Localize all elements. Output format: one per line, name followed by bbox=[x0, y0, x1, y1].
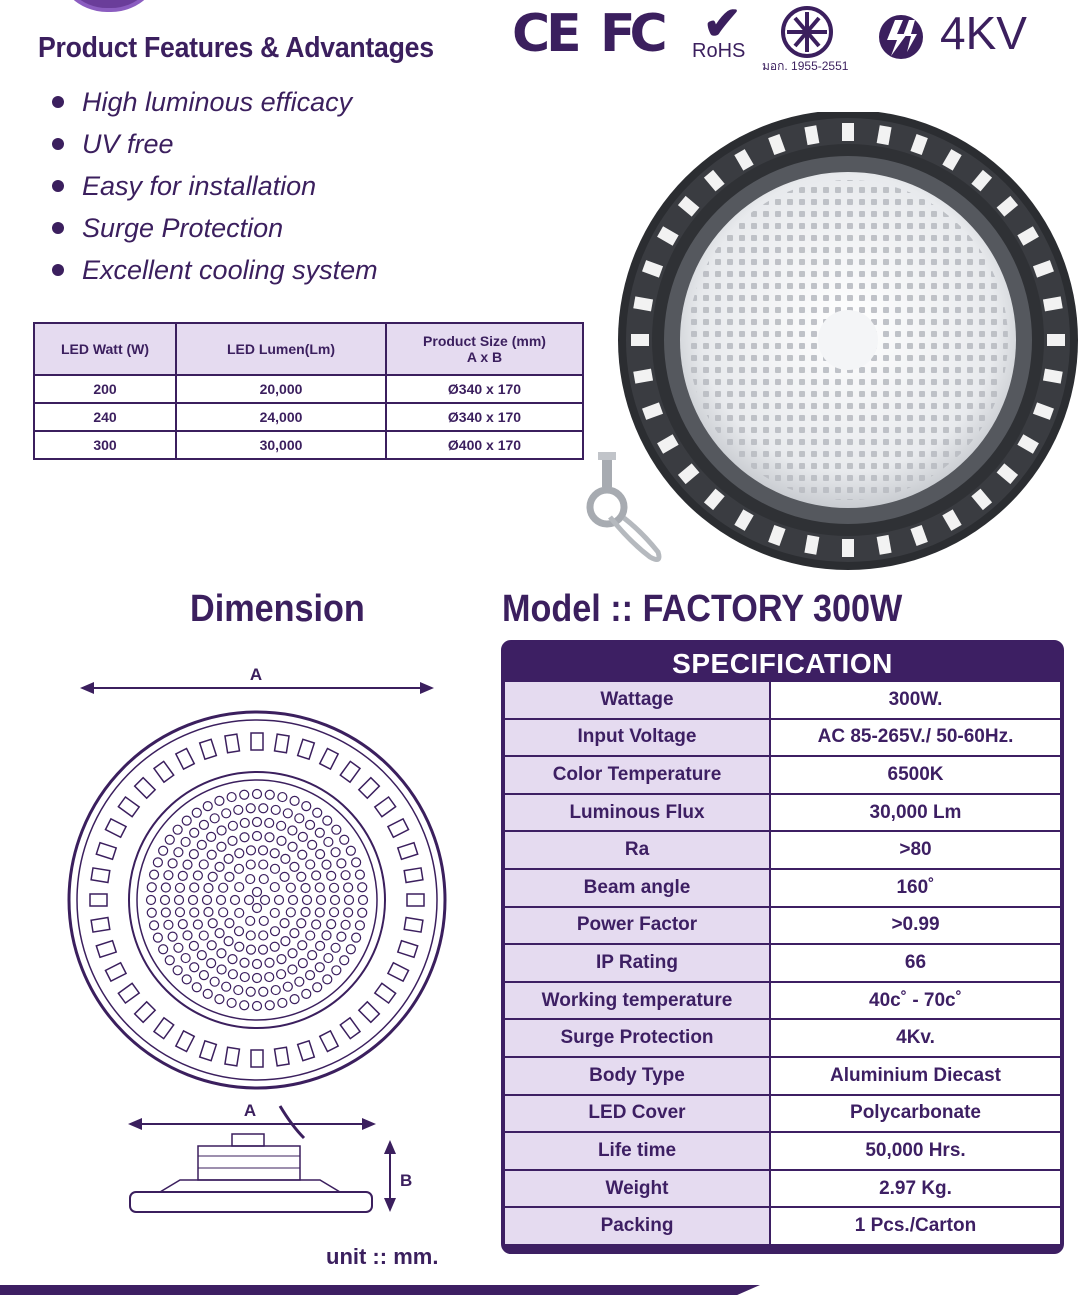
dimension-side-view bbox=[120, 1096, 420, 1226]
spec-row bbox=[505, 1133, 1060, 1169]
spec-row bbox=[505, 720, 1060, 756]
feature-item: High luminous efficacy bbox=[48, 82, 378, 124]
spec-row bbox=[505, 1171, 1060, 1207]
spec-label: Working temperature bbox=[505, 983, 769, 1019]
model-title: Model :: FACTORY 300W bbox=[502, 588, 903, 630]
spec-row bbox=[505, 983, 1060, 1019]
spec-value: 50,000 Hrs. bbox=[771, 1133, 1060, 1169]
spec-value: 4Kv. bbox=[771, 1020, 1060, 1056]
bullet-icon bbox=[52, 222, 64, 234]
spec-value: 2.97 Kg. bbox=[771, 1171, 1060, 1207]
spec-value: 1 Pcs./Carton bbox=[771, 1208, 1060, 1244]
spec-row bbox=[505, 1020, 1060, 1056]
spec-row bbox=[505, 870, 1060, 906]
bullet-icon bbox=[52, 264, 64, 276]
spec-label: LED Cover bbox=[505, 1096, 769, 1132]
fcc-mark-icon: FC bbox=[600, 4, 662, 64]
spec-row bbox=[505, 795, 1060, 831]
spec-value: Aluminium Diecast bbox=[771, 1058, 1060, 1094]
spec-label: Ra bbox=[505, 832, 769, 868]
product-size-table bbox=[33, 322, 584, 460]
surge-protection-icon bbox=[873, 12, 929, 62]
vent-slots bbox=[90, 733, 424, 1067]
unit-label: unit :: mm. bbox=[326, 1244, 439, 1269]
spec-row bbox=[505, 682, 1060, 718]
spec-value: >0.99 bbox=[771, 908, 1060, 944]
feature-item: Surge Protection bbox=[48, 208, 378, 250]
spec-label: IP Rating bbox=[505, 945, 769, 981]
spec-row bbox=[505, 945, 1060, 981]
spec-label: Wattage bbox=[505, 682, 769, 718]
spec-label: Beam angle bbox=[505, 870, 769, 906]
side-a-label: A bbox=[243, 1101, 257, 1120]
col-header-lumen: LED Lumen(Lm) bbox=[176, 323, 386, 375]
specification-header: SPECIFICATION bbox=[672, 648, 893, 679]
brand-logo-fragment bbox=[55, 0, 163, 12]
ce-mark-icon: CE bbox=[512, 4, 578, 64]
dimension-title: Dimension bbox=[190, 588, 365, 630]
spec-row bbox=[505, 757, 1060, 793]
spec-label: Power Factor bbox=[505, 908, 769, 944]
col-header-watt: LED Watt (W) bbox=[34, 323, 176, 375]
spec-label: Input Voltage bbox=[505, 720, 769, 756]
spec-value: >80 bbox=[771, 832, 1060, 868]
table-row: 300 30,000 Ø400 x 170 bbox=[34, 431, 583, 459]
rohs-check-icon: ✔ bbox=[703, 0, 742, 49]
bullet-icon bbox=[52, 96, 64, 108]
spec-row bbox=[505, 908, 1060, 944]
spec-value: Polycarbonate bbox=[771, 1096, 1060, 1132]
surge-kv-label: 4KV bbox=[940, 7, 1027, 59]
led-array bbox=[147, 790, 368, 1011]
rohs-label: RoHS bbox=[692, 40, 746, 62]
spec-row bbox=[505, 1208, 1060, 1244]
table-row: 200 20,000 Ø340 x 170 bbox=[34, 375, 583, 403]
features-list bbox=[48, 82, 378, 292]
col-header-size: Product Size (mm) A x B bbox=[386, 323, 583, 375]
spec-rows bbox=[505, 682, 1060, 1244]
spec-label: Body Type bbox=[505, 1058, 769, 1094]
spec-row bbox=[505, 832, 1060, 868]
dimension-a-label: A bbox=[249, 665, 263, 684]
spec-value: 66 bbox=[771, 945, 1060, 981]
spec-value: AC 85-265V./ 50-60Hz. bbox=[771, 720, 1060, 756]
spec-label: Weight bbox=[505, 1171, 769, 1207]
spec-value: 30,000 Lm bbox=[771, 795, 1060, 831]
spec-label: Packing bbox=[505, 1208, 769, 1244]
features-title: Product Features & Advantages bbox=[38, 32, 434, 64]
table-row: 240 24,000 Ø340 x 170 bbox=[34, 403, 583, 431]
spec-label: Luminous Flux bbox=[505, 795, 769, 831]
tis-mark-icon bbox=[777, 6, 837, 58]
spec-value: 40c˚ - 70c˚ bbox=[771, 983, 1060, 1019]
dimension-top-view bbox=[60, 660, 460, 1100]
spec-row bbox=[505, 1096, 1060, 1132]
spec-label: Surge Protection bbox=[505, 1020, 769, 1056]
table-header-row bbox=[34, 323, 583, 375]
product-photo bbox=[580, 112, 1079, 574]
spec-label: Color Temperature bbox=[505, 757, 769, 793]
tis-standard-label: มอก. 1955-2551 bbox=[762, 59, 849, 73]
spec-label: Life time bbox=[505, 1133, 769, 1169]
bullet-icon bbox=[52, 180, 64, 192]
specification-table bbox=[501, 640, 1064, 1254]
spec-row bbox=[505, 1058, 1060, 1094]
feature-item: Excellent cooling system bbox=[48, 250, 378, 292]
dimension-b-label: B bbox=[400, 1171, 413, 1190]
footer-bar bbox=[0, 1285, 760, 1295]
spec-value: 160˚ bbox=[771, 870, 1060, 906]
bullet-icon bbox=[52, 138, 64, 150]
hanging-hook bbox=[590, 452, 659, 560]
spec-value: 6500K bbox=[771, 757, 1060, 793]
spec-value: 300W. bbox=[771, 682, 1060, 718]
feature-item: Easy for installation bbox=[48, 166, 378, 208]
feature-item: UV free bbox=[48, 124, 378, 166]
